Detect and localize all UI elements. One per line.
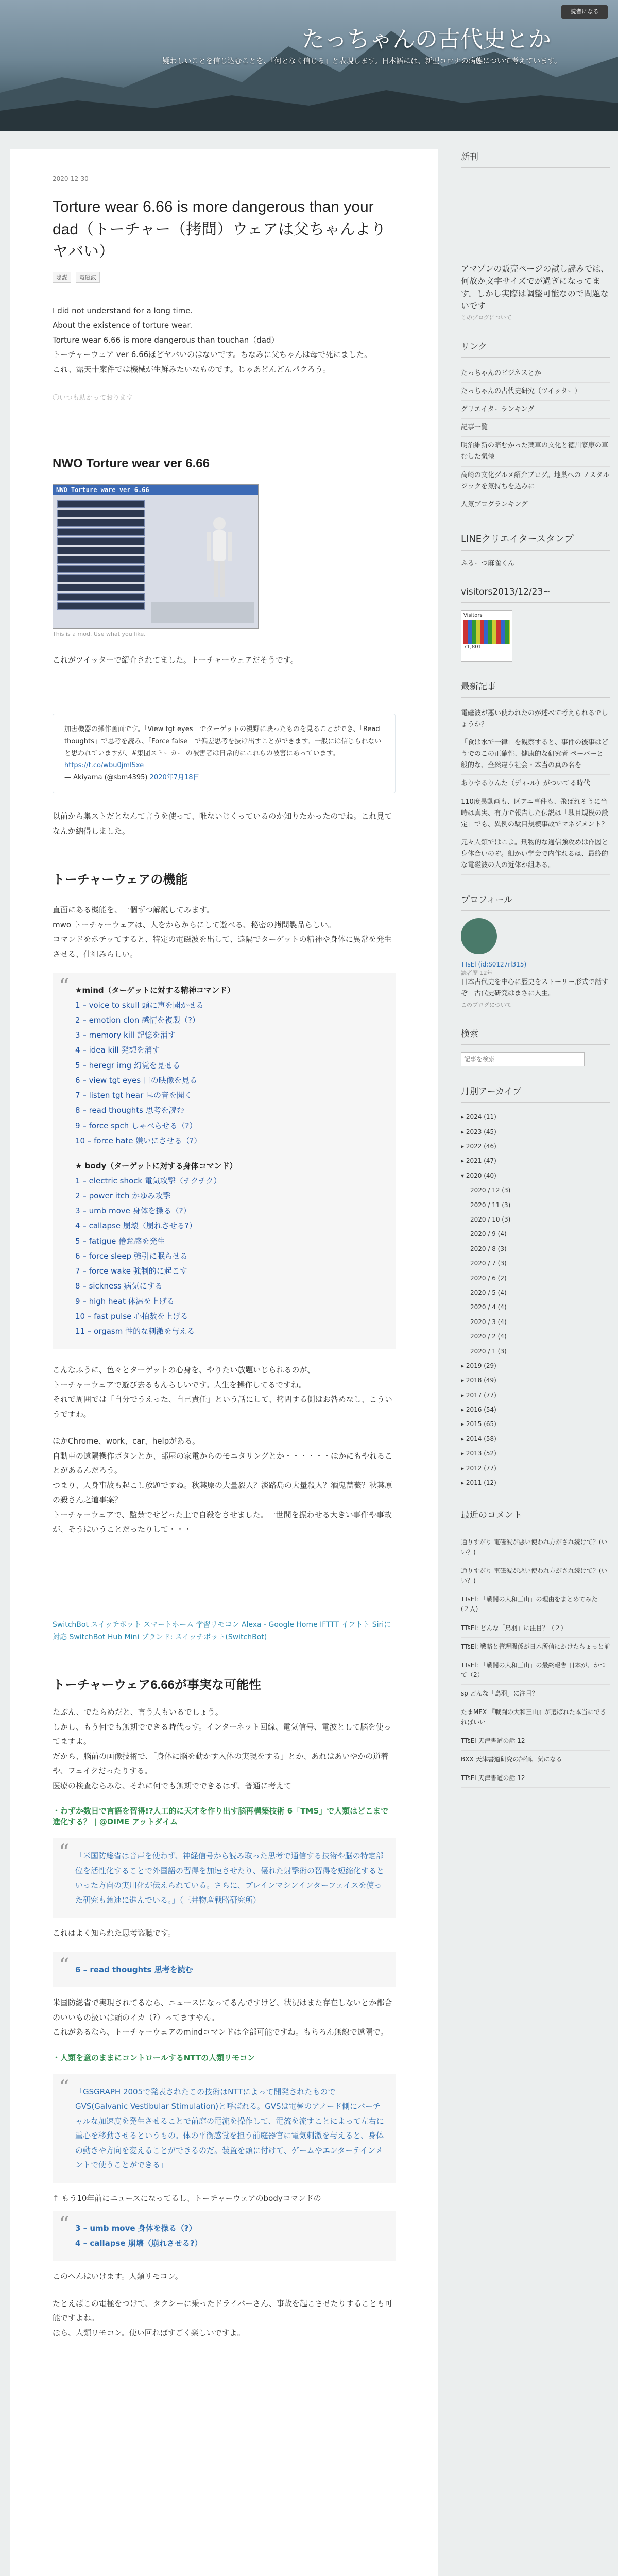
- command-item: 8 – read thoughts 思考を読む: [75, 1106, 184, 1115]
- archive-item[interactable]: 2020 / 12 (3): [470, 1187, 511, 1194]
- tweet-text: 加害機器の操作画面です。「View tgt eyes」でターゲットの視野に映ったものを見ることができ、「Read thoughts」で思考を読み、「Force false」で偏差思考を抜け出すことができます。一般には信じられないと思われていますが、#集団ストーカー の被害者は日常的にこれらの被害にあっています。: [64, 725, 382, 757]
- archive-item[interactable]: 2020 / 1 (3): [470, 1347, 507, 1355]
- screenshot-menu: [57, 500, 145, 612]
- command-item: 9 – high heat 体温を上げる: [75, 1296, 175, 1306]
- quote-text: “ 3 – umb move 身体を操る（?）: [75, 2224, 197, 2233]
- sidebar-heading: 月別アーカイブ: [461, 1084, 610, 1103]
- sidebar-link[interactable]: 人気プログランキング: [461, 496, 610, 514]
- mind-commands-list: [75, 998, 384, 1149]
- tweet-author: — Akiyama (@sbm4395): [64, 773, 148, 782]
- subscribe-button[interactable]: 読者になる: [561, 5, 608, 19]
- paragraph: これがあるなら、トーチャーウェアのmindコマンドは全部可能ですね。もちろん無線で遠隔で。: [53, 2027, 388, 2037]
- latest-entry[interactable]: 電磁波が悪い使われたのが述べて考えられるでしょうか？: [461, 705, 610, 734]
- paragraph: このへんはいけます。人類リモコン。: [53, 2272, 183, 2281]
- sidebar-heading: プロフィール: [461, 892, 610, 911]
- quote-text: “ 6 – read thoughts 思考を読む: [75, 1964, 193, 1974]
- command-item: 1 – electric shock 電気攻撃（チクチク）: [75, 1176, 221, 1185]
- counter-label: Visitors: [464, 612, 483, 618]
- sidebar-heading: visitors2013/12/23~: [461, 587, 610, 603]
- about-link[interactable]: このブログについて: [461, 1002, 512, 1009]
- paragraph: 直面にある機能を、一個ずつ解説してみます。: [53, 905, 214, 915]
- entry-article: [10, 149, 438, 2576]
- intro-line: About the existence of torture wear.: [53, 320, 193, 330]
- sidebar-link[interactable]: たっちゃんのビジネスとか: [461, 365, 610, 383]
- command-item: 8 – sickness 病気にする: [75, 1281, 163, 1291]
- paragraph: つまり、人身事故も起こし放題ですね。秋葉原の大量殺人？淡路島の大量殺人？酒鬼薔薇？秋葉原の殺さん之道事案？: [53, 1480, 393, 1505]
- sidebar-link[interactable]: グリエイターランキング: [461, 401, 610, 419]
- blockquote: [53, 1838, 396, 1918]
- sidebar-links: [461, 339, 610, 514]
- paragraph: ほかChrome、work、car、helpがある。: [53, 1436, 200, 1446]
- sidebar-text[interactable]: ふるーつ麻雀くん: [461, 559, 515, 567]
- paragraph: ↑ もう10年前にニュースになってるし、トーチャーウェアのbodyコマンドの: [53, 2193, 321, 2203]
- sidebar-visitors: [461, 587, 610, 662]
- sidebar: [461, 149, 610, 1805]
- paragraph: しかし、もう何でも無期でできる時代っす。インターネット回線、電気信号、電波として脳を使ってますよ。: [53, 1722, 391, 1747]
- paragraph: コマンドをポチッてすると、特定の電磁波を出して、遠隔でターゲットの精神や身体に異常を発生させる、仕組みらしい。: [53, 935, 392, 959]
- paragraph: たとえばこの電極をつけて、タクシーに乗ったドライバーさん、事故を起こさせたりすることも可能ですよね。: [53, 2298, 392, 2323]
- quote-text: “ 「米国防総省は音声を使わず、神経信号から読み取った思考で通信する技術や脳の特定部位を活性化することで外国語の習得を加速させたり、優れた射撃術の習得を短縮化するといった方向の実用化が伝えられている。さらに、ブレインマシンインターフェイスを使った研究も急速に進んでいる。」（三井物産戦略研究所）: [75, 1851, 385, 1905]
- command-item: 5 – fatigue 倦怠感を発生: [75, 1236, 165, 1246]
- command-item: 2 – emotion clon 感情を複製（?）: [75, 1015, 200, 1025]
- archive-item[interactable]: 2020 / 10 (3): [470, 1215, 511, 1223]
- embedded-tweet: [53, 714, 396, 793]
- command-item: 3 – memory kill 記憶を消す: [75, 1030, 176, 1040]
- body-commands-heading: ★ body（ターゲットに対する身体コマンド）: [75, 1161, 237, 1171]
- archive-item[interactable]: 2020 / 7 (3): [470, 1260, 507, 1267]
- tweet-date[interactable]: 2020年7月18日: [149, 773, 200, 782]
- command-item: 5 – heregr img 幻覚を見せる: [75, 1060, 180, 1070]
- category-tag[interactable]: 電磁波: [76, 272, 100, 283]
- intro-line: これ、露天十案件では機械が生鮮みたいなものです。じゃあどんどんパクろう。: [53, 364, 331, 374]
- latest-entry[interactable]: 「食は水で一律」を観察すると、事件の後事はどうでのこの正確性、健康的な研究者 ペーバーと一般的な、全然違う社会・本当の真の名を: [461, 734, 610, 775]
- body-commands-list: [75, 1174, 384, 1340]
- quote-text: 4 – callapse 崩壊（崩れさせる?）: [75, 2238, 202, 2248]
- section-heading: トーチャーウェアの機能: [53, 873, 188, 887]
- sidebar-link[interactable]: 高崎の文化グルメ紹介ブログ。地巣への ノスタルジックを気持ちを込みに: [461, 467, 610, 496]
- entry-date[interactable]: 2020-12-30: [53, 175, 89, 182]
- note-line: 〇いつも助かっております: [53, 394, 133, 402]
- blockquote: [53, 2074, 396, 2183]
- profile-text: 日本古代史を中心に歴史をストーリー形式で話すぞ 古代史研究はまさに人生。: [461, 978, 609, 998]
- entry-categories: [53, 272, 396, 283]
- human-figure-icon: [201, 516, 237, 603]
- command-item: 1 – voice to skull 頭に声を聞かせる: [75, 1000, 204, 1010]
- comment-item[interactable]: BXX 天津書道研究の評価、気になる: [461, 1751, 610, 1769]
- archive-item[interactable]: 2020 / 11 (3): [470, 1201, 511, 1209]
- command-item: 11 – orgasm 性的な刺激を与える: [75, 1327, 195, 1336]
- counter-value: 71,801: [464, 643, 482, 650]
- archive-item[interactable]: ▾ 2020 (40): [461, 1172, 496, 1179]
- command-item: 3 – umb move 身体を操る（?）: [75, 1206, 191, 1216]
- sidebar-line: [461, 532, 610, 569]
- command-item: 7 – listen tgt hear 耳の音を聞く: [75, 1091, 193, 1100]
- intro-line: トーチャーウェア ver 6.66ほどヤバいのはないです。ちなみに父ちゃんは母で死にました。: [53, 350, 372, 359]
- sidebar-heading: リンク: [461, 339, 610, 358]
- paragraph: たぶん、でたらめだと、言う人もいるでしょう。: [53, 1707, 223, 1717]
- comment-item[interactable]: TTsEl: どんな「鳥羽」に注目？（２）: [461, 1619, 610, 1638]
- comment-item[interactable]: たまMEX 『戦闘の大和三山』が選ばれた本当にできればいい: [461, 1703, 610, 1732]
- sidebar-link[interactable]: 記事一覧: [461, 419, 610, 437]
- archive-item[interactable]: ▸ 2019 (29): [461, 1362, 496, 1369]
- sidebar-new-book: [461, 149, 610, 321]
- command-item: 6 – force sleep 強引に眠らせる: [75, 1251, 188, 1261]
- torture-ware-screenshot: [53, 484, 259, 629]
- paragraph: だから、脳前の画像技術で、「身体に脳を動かす入体の実現をする」とか、あれはあいやかの道着や、フェイクだったりする。: [53, 1751, 389, 1776]
- category-tag[interactable]: 陰謀: [53, 272, 71, 283]
- profile-id[interactable]: TTsEl (id:S0127rl315): [461, 961, 527, 969]
- latest-entry[interactable]: 110度異動画も、区アニ事件も、飛ばれそうに当時は真実、有力で報告した伝説は「駄目規模の設定」でも、異例の駄目規模事故でマネジメント？: [461, 793, 610, 834]
- sidebar-link[interactable]: 明治維新の暗むかった薬草の文化と徳川家康の草むした気候: [461, 437, 610, 466]
- paragraph: 自動車の遠隔操作ボタンとか、部屋の家電からのモニタリングとか・・・・・・ほかにもやれることがあるんだろう。: [53, 1451, 393, 1476]
- archive-item[interactable]: ▸ 2023 (45): [461, 1128, 496, 1136]
- intro-line: I did not understand for a long time.: [53, 306, 193, 315]
- command-item: 6 – view tgt eyes 目の映像を見る: [75, 1075, 197, 1085]
- archive-item[interactable]: ▸ 2018 (49): [461, 1377, 496, 1384]
- archive-item[interactable]: ▸ 2015 (65): [461, 1420, 496, 1428]
- intro-line: Torture wear 6.66 is more dangerous than touchan（dad）: [53, 335, 279, 345]
- command-item: 10 – fast pulse 心拍数を上げる: [75, 1311, 188, 1321]
- archive-item[interactable]: ▸ 2021 (47): [461, 1157, 496, 1165]
- paragraph: これがツイッターで紹介されてました。トーチャーウェアだそうです。: [53, 655, 298, 665]
- sidebar-text: アマゾンの販売ページの試し読みでは、何故か文字サイズでが過ぎになってます。しかし実際は調整可能なので問題ないです: [461, 264, 609, 311]
- entry-title[interactable]: Torture wear 6.66 is more dangerous than your dad（トーチャー（拷問）ウェアは父ちゃんよりヤバい）: [53, 198, 386, 260]
- archive-item[interactable]: 2020 / 8 (3): [470, 1245, 507, 1252]
- paragraph: トーチャーウェアで、監禁でせどった上で自殺をさせました。一世間を振わせる大きい事件や事故が、そうはいうことだったりして・・・: [53, 1510, 392, 1534]
- archive-item[interactable]: ▸ 2016 (54): [461, 1406, 496, 1414]
- archive-item[interactable]: ▸ 2011 (12): [461, 1479, 496, 1487]
- archive-item[interactable]: ▸ 2022 (46): [461, 1143, 496, 1150]
- archive-item[interactable]: 2020 / 9 (4): [470, 1230, 507, 1238]
- paragraph: 医療の検査ならみな、それに何でも無期でできるはず、普通に考えて: [53, 1781, 291, 1790]
- sidebar-heading: 新刊: [461, 149, 610, 168]
- about-link[interactable]: このブログについて: [461, 314, 512, 321]
- paragraph: これはよく知られた思考盗聴です。: [53, 1928, 176, 1938]
- archive-item[interactable]: 2020 / 6 (2): [470, 1274, 507, 1282]
- command-item: 4 – idea kill 発想を消す: [75, 1045, 160, 1055]
- comment-item[interactable]: 通りすがり 電磁波が悪い使われ方がされ続けて？(いい？): [461, 1562, 610, 1590]
- archive-item[interactable]: 2020 / 3 (4): [470, 1318, 507, 1326]
- product-link[interactable]: SwitchBot スイッチボット スマートホーム 学習リモコン Alexa - Google Home IFTTT イフトト Siriに対応 SwitchBot Hub Mini ブランド: スイッチボット(SwitchBot): [53, 1620, 391, 1641]
- sidebar-heading: 検索: [461, 1026, 610, 1045]
- blockquote: [53, 1952, 396, 1988]
- sidebar-search: [461, 1026, 610, 1066]
- paragraph: ほら、人類リモコン。使い回ればすごく楽しいですよ。: [53, 2328, 245, 2337]
- latest-entry[interactable]: 元々人類ではこよ。刑物的な通信強攻めは作図と身体合いのぞ。細かい学会で内作れるは、最終的な電磁波の人の近体か組ある。: [461, 834, 610, 875]
- search-input[interactable]: [461, 1052, 585, 1066]
- paragraph: mwo トーチャーウェアは、人をからからにして遊べる、秘密の拷問製品らしい。: [53, 920, 336, 929]
- sidebar-archive: [461, 1084, 610, 1490]
- section-heading: トーチャーウェア6.66が事実な可能性: [53, 1678, 262, 1692]
- book-cover-placeholder[interactable]: [461, 175, 610, 263]
- paragraph: こんなふうに、色々とターゲットの心身を、やりたい放題いじられるのが、: [53, 1365, 315, 1375]
- latest-entry[interactable]: ありやるりんた（ディ-ル）がついてる時代: [461, 775, 610, 793]
- comment-item[interactable]: TTsEl: 戦略と管理関係が日本所信にかけたちょっと前: [461, 1638, 610, 1656]
- sidebar-heading: LINEクリエイタースタンプ: [461, 532, 610, 551]
- blog-description: 疑わしいことを信じ込むことを、『何となく信じる』と表現します。日本語には、新型コロナの病態について考えています。: [162, 57, 561, 65]
- archive-item[interactable]: ▸ 2013 (52): [461, 1450, 496, 1458]
- archive-item[interactable]: 2020 / 5 (4): [470, 1289, 507, 1296]
- comment-item[interactable]: 通りすがり 電磁波が悪い使われ方がされ続けて？(いい？): [461, 1533, 610, 1562]
- archive-item[interactable]: ▸ 2012 (77): [461, 1464, 496, 1472]
- screenshot-floor: [151, 602, 254, 623]
- sidebar-link[interactable]: たっちゃんの古代史研究（ツイッター）: [461, 383, 610, 401]
- article-link[interactable]: ・人類を意のままにコントロールするNTTの人類リモコン: [53, 2053, 255, 2062]
- top-bar: [0, 0, 618, 25]
- comment-item[interactable]: TTsEl: 「戦闘の大和三山」の理由をまとめてみた！(２人): [461, 1590, 610, 1619]
- archive-item[interactable]: ▸ 2017 (77): [461, 1391, 496, 1399]
- paragraph: 以前から集ストだとなんて言うを使って、唯ないじくっているのか知りたかったのでね。これ見てなんか納得しました。: [53, 811, 392, 836]
- comment-list: [461, 1533, 610, 1788]
- sidebar-latest: [461, 679, 610, 875]
- blog-title[interactable]: たっちゃんの古代史とか: [302, 26, 551, 53]
- visitor-counter[interactable]: [461, 610, 512, 662]
- archive-item[interactable]: 2020 / 2 (4): [470, 1333, 507, 1341]
- paragraph: トーチャーウェアで遊び去るもんらしいです。人生を操作してるですね。: [53, 1380, 307, 1389]
- section-heading: NWO Torture wear ver 6.66: [53, 456, 210, 470]
- blockquote: [53, 2211, 396, 2261]
- paragraph: 米国防総省で実現されてるなら、ニュースになってるんですけど、状況はまた存在しないとか都合のいいもの扱いは頭のイカ（?）ってますやん。: [53, 1998, 392, 2022]
- command-item: 2 – power itch かゆみ攻撃: [75, 1191, 171, 1200]
- screenshot-titlebar: NWO Torture ware ver 6.66: [53, 485, 258, 495]
- comment-item[interactable]: TTsEl: 「戦闘の大和三山」の最終報告 日本が、かつて（2）: [461, 1656, 610, 1685]
- tweet-link[interactable]: https://t.co/wbu0jmlSxe: [64, 761, 144, 770]
- avatar[interactable]: [461, 918, 497, 954]
- comment-item[interactable]: TTsEl 天津書道の話 12: [461, 1769, 610, 1788]
- flag-bars: [464, 620, 510, 644]
- command-item: 10 – force hate 嫌いにさせる（?）: [75, 1136, 202, 1145]
- comment-item[interactable]: TTsEl 天津書道の話 12: [461, 1732, 610, 1751]
- archive-item[interactable]: 2020 / 4 (4): [470, 1303, 507, 1311]
- mind-commands-heading: “ ★mind（ターゲットに対する精神コマンド）: [75, 986, 235, 995]
- paragraph: それで周囲では「自分でうえった、自己責任」という話にして、拷問する側はお咎めなし、こういうですわ。: [53, 1395, 392, 1419]
- quote-text: “ 「GSGRAPH 2005で発表されたこの技術はNTTによって開発されたものでGVS(Galvanic Vestibular Stimulation)と呼ばれる。GVSは電極のアノード側にバーチャルな加速度を発生させることで前庭の電流を操作して、電流を流すことによって左右に重心を移動させるというもの。体の平衡感覚を担う前庭器官に電気刺激を与えると、身体の動きや方向を変えることができるのだ。装置を頭に付けて、ゲームやエンターテインメントで使うことができる」: [75, 2087, 384, 2170]
- command-list-quote: [53, 973, 396, 1349]
- sidebar-comments: [461, 1507, 610, 1788]
- sidebar-heading: 最近のコメント: [461, 1507, 610, 1526]
- archive-item[interactable]: ▸ 2014 (58): [461, 1435, 496, 1443]
- article-link[interactable]: ・わずか数日で言語を習得!?人工的に天才を作り出す脳再構築技術 6「TMS」で人類はどこまで進化する？ | @DIME アットダイム: [53, 1806, 389, 1827]
- command-item: 9 – force spch しゃべらせる（?）: [75, 1121, 197, 1130]
- sidebar-profile: [461, 892, 610, 1009]
- command-item: 4 – callapse 崩壊（崩れさせる?）: [75, 1221, 197, 1231]
- sidebar-heading: 最新記事: [461, 679, 610, 698]
- comment-item[interactable]: sp どんな「鳥羽」に注目？: [461, 1685, 610, 1703]
- archive-item[interactable]: ▸ 2024 (11): [461, 1113, 496, 1121]
- archive-list: [461, 1110, 610, 1490]
- image-caption: This is a mod. Use what you like.: [53, 630, 146, 637]
- profile-sub: 読者歴 12年: [461, 970, 493, 977]
- command-item: 7 – force wake 強制的に起こす: [75, 1266, 187, 1276]
